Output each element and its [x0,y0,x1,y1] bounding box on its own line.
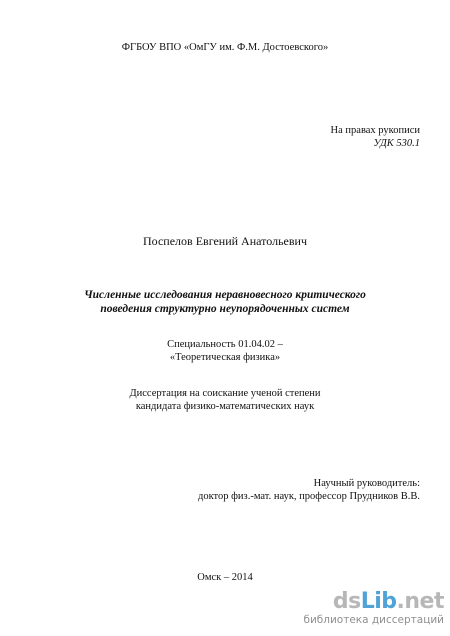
place-year: Омск – 2014 [197,572,253,583]
dissertation-line-1: Диссертация на соискание ученой степени [129,388,321,399]
thesis-title-line-2: поведения структурно неупорядоченных систем [100,303,350,315]
institution-header: ФГБОУ ВПО «ОмГУ им. Ф.М. Достоевского» [121,42,329,53]
dissertation-line-2: кандидата физико-математических наук [135,401,315,412]
specialty-line-2: «Теоретическая физика» [169,352,281,363]
udc-code: УДК 530.1 [373,138,420,149]
rights-label: На правах рукописи [330,125,420,136]
thesis-title-line-1: Численные исследования неравновесного критического [84,289,366,301]
author-name: Поспелов Евгений Анатольевич [143,234,307,248]
dslib-logo: dsLib.net [332,589,444,614]
specialty-line-1: Специальность 01.04.02 – [167,339,283,350]
dslib-watermark[interactable] [302,590,444,632]
supervisor-label: Научный руководитель: [313,478,420,489]
dslib-tagline: библиотека диссертаций [303,614,444,626]
supervisor-name: доктор физ.-мат. наук, профессор Прудников В.В. [198,491,420,502]
